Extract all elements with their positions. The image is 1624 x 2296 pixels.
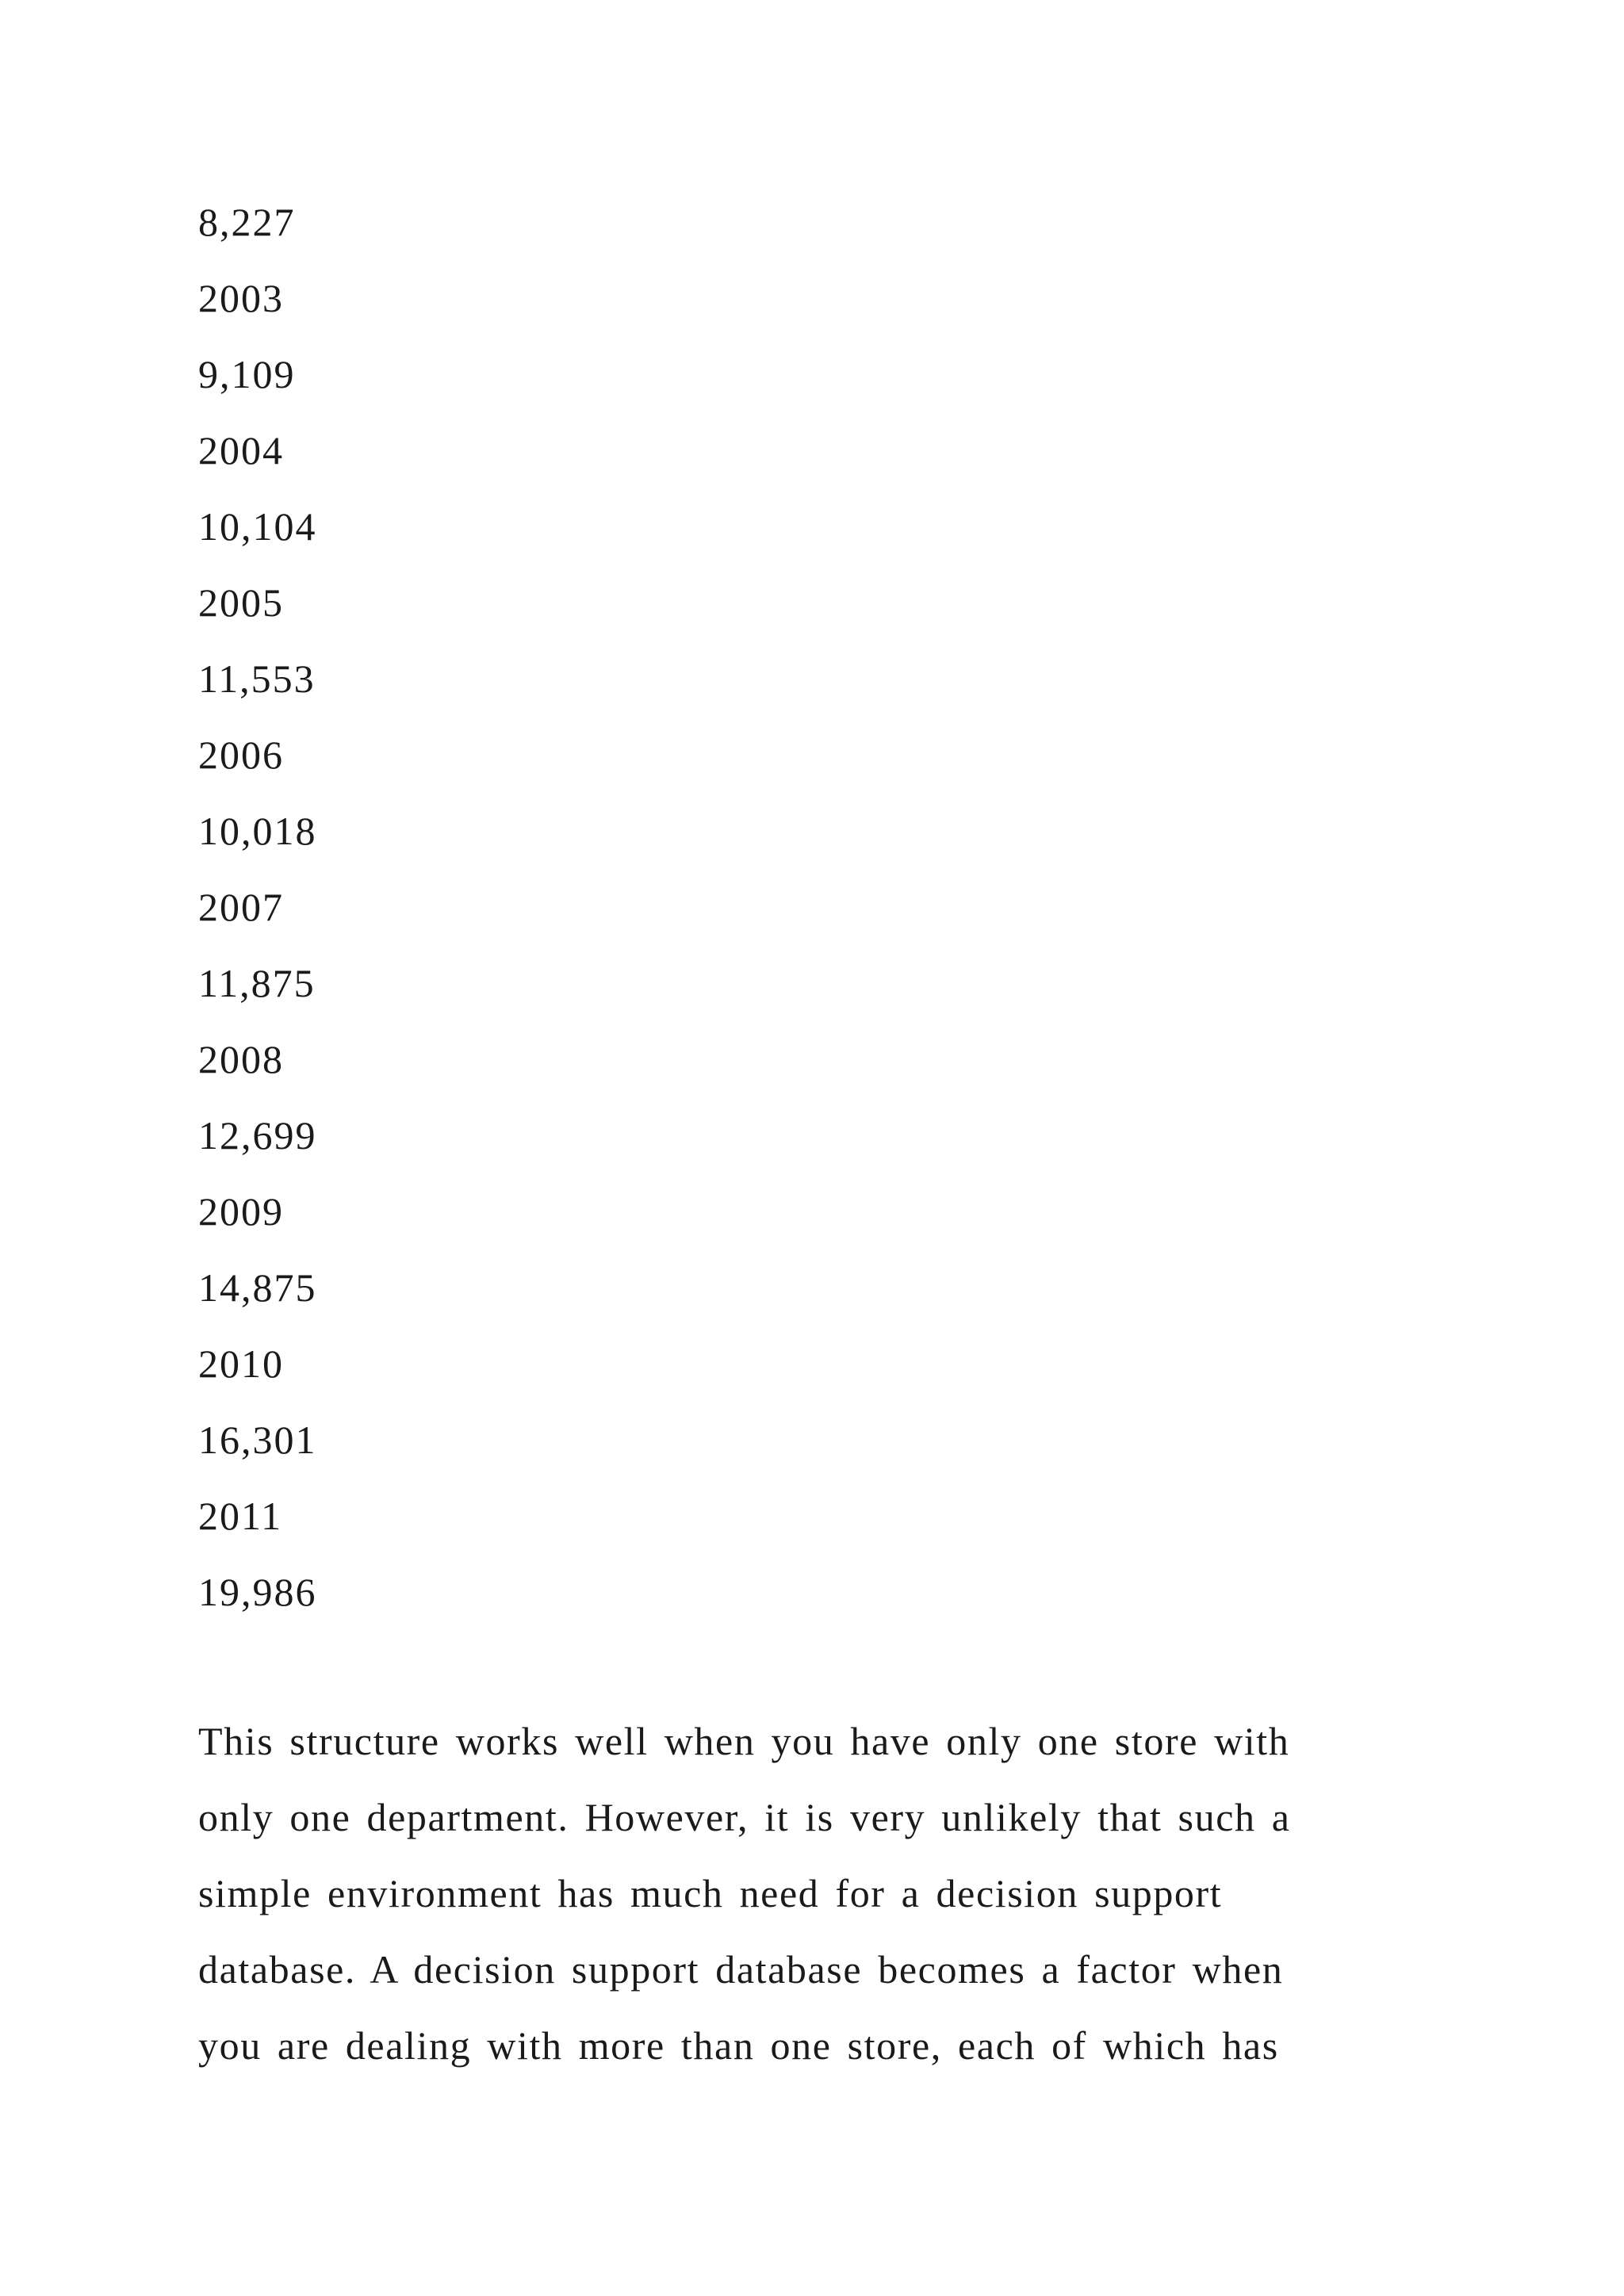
list-item: 10,104 <box>198 504 317 549</box>
list-item: 8,227 <box>198 200 296 244</box>
list-item: 9,109 <box>198 352 296 396</box>
paragraph-line: you are dealing with more than one store, each of which has <box>198 2023 1279 2068</box>
list-item: 2004 <box>198 428 284 473</box>
list-item: 11,553 <box>198 656 316 701</box>
list-item: 2011 <box>198 1494 283 1538</box>
list-item: 2006 <box>198 733 284 777</box>
list-item: 2008 <box>198 1037 284 1081</box>
paragraph-line: database. A decision support database becomes a factor when <box>198 1947 1284 1992</box>
list-item: 2010 <box>198 1341 284 1386</box>
list-item: 11,875 <box>198 961 316 1005</box>
year-value-list <box>198 193 317 1640</box>
list-item: 2003 <box>198 276 284 320</box>
body-paragraph <box>198 1712 1388 2093</box>
list-item: 2005 <box>198 580 284 625</box>
list-item: 16,301 <box>198 1418 317 1462</box>
list-item: 2007 <box>198 885 284 929</box>
list-item: 14,875 <box>198 1265 317 1310</box>
paragraph-line: only one department. However, it is very unlikely that such a <box>198 1795 1291 1839</box>
list-item: 10,018 <box>198 809 317 853</box>
list-item: 2009 <box>198 1189 284 1234</box>
paragraph-line: simple environment has much need for a decision support <box>198 1871 1223 1915</box>
paragraph-line: This structure works well when you have only one store with <box>198 1719 1290 1763</box>
list-item: 19,986 <box>198 1570 317 1614</box>
list-item: 12,699 <box>198 1113 317 1158</box>
